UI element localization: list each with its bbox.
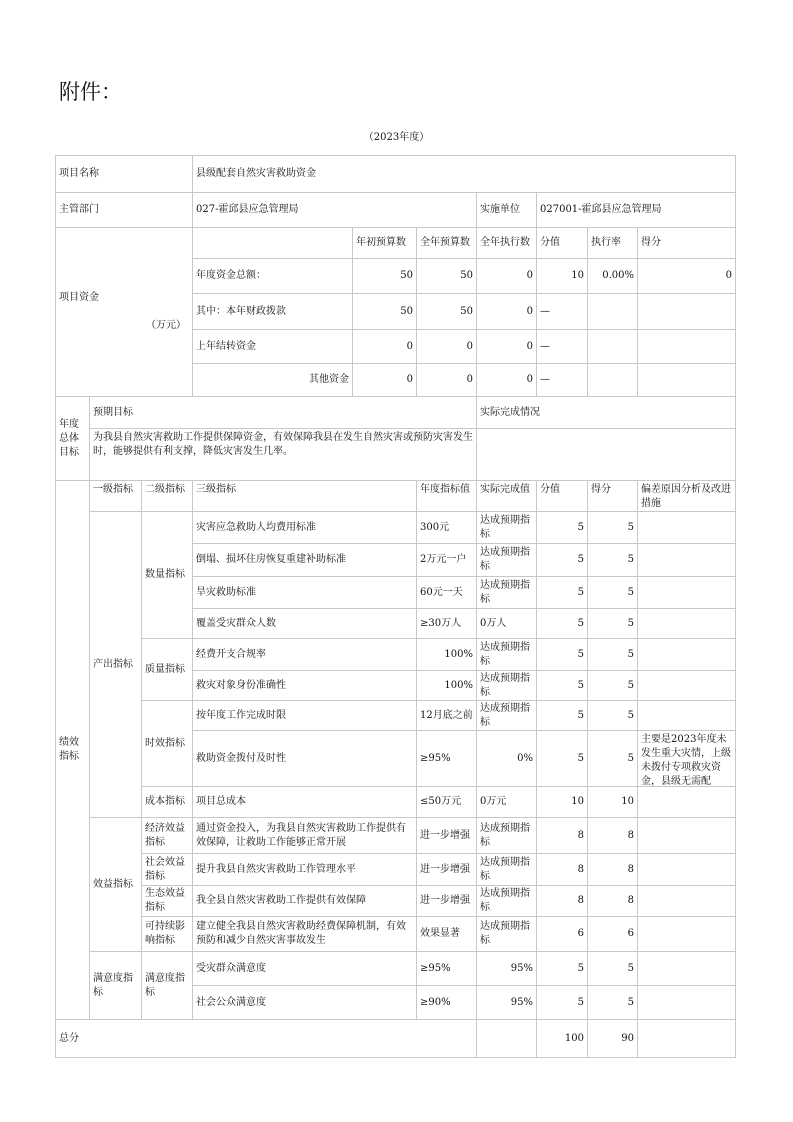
perf-score: 10 <box>587 786 638 818</box>
perf-indicator: 社会公众满意度 <box>192 985 417 1020</box>
perf-target: ≥95% <box>416 951 477 986</box>
perf-note <box>637 638 736 671</box>
perf-actual: 0% <box>476 730 537 787</box>
total-label: 总分 <box>55 1019 477 1058</box>
funds-cell: 10 <box>536 258 588 294</box>
perf-score: 6 <box>587 916 638 952</box>
funds-cell: 0 <box>352 329 417 364</box>
perf-actual: 达成预期指标 <box>476 638 537 671</box>
perf-target: 60元一天 <box>416 576 477 609</box>
perf-score: 5 <box>587 543 638 577</box>
total-note <box>637 1019 736 1058</box>
funds-cell <box>587 329 638 364</box>
funds-row-label: 其中：本年财政拨款 <box>192 293 353 330</box>
perf-indicator: 救灾对象身份准确性 <box>192 670 417 701</box>
perf-actual: 达成预期指标 <box>476 576 537 609</box>
goal-planned-label: 预期目标 <box>89 396 477 429</box>
funds-row-label: 其他资金 <box>192 363 353 397</box>
perf-actual: 达成预期指标 <box>476 853 537 886</box>
funds-label-text: 项目资金 <box>59 292 99 303</box>
funds-cell: 0 <box>476 363 537 397</box>
funds-cell: 0 <box>352 363 417 397</box>
perf-score: 5 <box>587 985 638 1020</box>
perf-actual: 达成预期指标 <box>476 670 537 701</box>
goal-planned-text: 为我县自然灾害救助工作提供保障资金，有效保障我县在发生自然灾害或预防灾害发生时，能够提供有利支撑，降低灾害发生几率。 <box>89 428 477 481</box>
funds-unit: （万元） <box>146 320 186 331</box>
perf-target: 100% <box>416 670 477 701</box>
perf-note <box>637 511 736 544</box>
perf-indicator: 灾害应急救助人均费用标准 <box>192 511 417 544</box>
perf-score-max: 5 <box>536 700 588 731</box>
funds-cell: 0 <box>416 329 477 364</box>
perf-score-max: 5 <box>536 670 588 701</box>
perf-score-max: 8 <box>536 817 588 854</box>
funds-header-0: 年初预算数 <box>352 227 417 259</box>
funds-cell <box>637 329 736 364</box>
funds-cell: 0 <box>476 329 537 364</box>
funds-cell: 0 <box>637 258 736 294</box>
perf-score-max: 8 <box>536 885 588 917</box>
perf-level2: 数量指标 <box>141 511 193 639</box>
perf-level2: 质量指标 <box>141 638 193 701</box>
perf-note <box>637 670 736 701</box>
funds-cell <box>637 293 736 330</box>
perf-note: 主要是2023年度未发生重大灾情，上级未拨付专项救灾资金，县级无需配 <box>637 730 736 787</box>
perf-indicator: 提升我县自然灾害救助工作管理水平 <box>192 853 417 886</box>
perf-score: 5 <box>587 700 638 731</box>
perf-indicator: 按年度工作完成时限 <box>192 700 417 731</box>
perf-actual: 达成预期指标 <box>476 817 537 854</box>
perf-score-max: 5 <box>536 730 588 787</box>
funds-cell: 50 <box>416 293 477 330</box>
total-score: 90 <box>587 1019 638 1058</box>
perf-header-2: 三级指标 <box>192 480 417 512</box>
perf-level1: 效益指标 <box>89 817 142 952</box>
perf-target: 300元 <box>416 511 477 544</box>
perf-note <box>637 786 736 818</box>
funds-header-2: 全年执行数 <box>476 227 537 259</box>
perf-score: 5 <box>587 670 638 701</box>
perf-note <box>637 885 736 917</box>
perf-indicator: 建立健全我县自然灾害救助经费保障机制，有效预防和减少自然灾害事故发生 <box>192 916 417 952</box>
perf-score: 5 <box>587 951 638 986</box>
perf-header-0: 一级指标 <box>89 480 142 512</box>
perf-level2: 经济效益指标 <box>141 817 193 854</box>
perf-level2: 满意度指标 <box>141 951 193 1020</box>
funds-cell: 50 <box>352 258 417 294</box>
funds-cell: 50 <box>352 293 417 330</box>
perf-score-max: 5 <box>536 951 588 986</box>
funds-cell: — <box>536 363 588 397</box>
dept-value: 027-霍邱县应急管理局 <box>192 192 477 228</box>
perf-score: 5 <box>587 511 638 544</box>
perf-indicator: 旱灾救助标准 <box>192 576 417 609</box>
perf-target: 2万元一户 <box>416 543 477 577</box>
funds-row-label: 上年结转资金 <box>192 329 353 364</box>
perf-score-max: 10 <box>536 786 588 818</box>
perf-header-4: 实际完成值 <box>476 480 537 512</box>
perf-target: 进一步增强 <box>416 817 477 854</box>
perf-header-5: 分值 <box>536 480 588 512</box>
perf-actual: 达成预期指标 <box>476 700 537 731</box>
funds-cell <box>587 363 638 397</box>
funds-row-label: 年度资金总额： <box>192 258 353 294</box>
perf-score: 8 <box>587 817 638 854</box>
perf-target: 进一步增强 <box>416 885 477 917</box>
perf-score-max: 5 <box>536 543 588 577</box>
funds-cell <box>587 293 638 330</box>
funds-cell: 0 <box>416 363 477 397</box>
perf-actual: 达成预期指标 <box>476 916 537 952</box>
perf-label: 绩效指标 <box>55 480 90 1020</box>
perf-note <box>637 951 736 986</box>
funds-header-3: 分值 <box>536 227 588 259</box>
perf-score: 8 <box>587 853 638 886</box>
perf-indicator: 倒塌、损坏住房恢复重建补助标准 <box>192 543 417 577</box>
perf-score-max: 5 <box>536 576 588 609</box>
perf-target: ≥90% <box>416 985 477 1020</box>
perf-note <box>637 700 736 731</box>
funds-header-4: 执行率 <box>587 227 638 259</box>
report-year: （2023年度） <box>363 132 430 143</box>
perf-actual: 达成预期指标 <box>476 511 537 544</box>
perf-score-max: 5 <box>536 985 588 1020</box>
funds-cell: 50 <box>416 258 477 294</box>
perf-actual: 95% <box>476 951 537 986</box>
goal-actual-text <box>476 428 736 481</box>
perf-actual: 达成预期指标 <box>476 543 537 577</box>
goal-label: 年度总体目标 <box>55 396 90 481</box>
perf-note <box>637 916 736 952</box>
funds-cell <box>637 363 736 397</box>
perf-note <box>637 543 736 577</box>
page-heading: 附件： <box>59 80 122 104</box>
perf-score-max: 5 <box>536 608 588 639</box>
perf-target: ≥30万人 <box>416 608 477 639</box>
perf-level1: 满意度指标 <box>89 951 142 1020</box>
perf-indicator: 我全县自然灾害救助工作提供有效保障 <box>192 885 417 917</box>
perf-score-max: 6 <box>536 916 588 952</box>
perf-target: 12月底之前 <box>416 700 477 731</box>
perf-header-3: 年度指标值 <box>416 480 477 512</box>
perf-note <box>637 576 736 609</box>
perf-level1: 产出指标 <box>89 511 142 818</box>
funds-cell: 0.00% <box>587 258 638 294</box>
perf-header-6: 得分 <box>587 480 638 512</box>
total-blank <box>476 1019 537 1058</box>
goal-actual-label: 实际完成情况 <box>476 396 736 429</box>
perf-target: 100% <box>416 638 477 671</box>
perf-note <box>637 985 736 1020</box>
perf-score: 5 <box>587 608 638 639</box>
unit-value: 027001-霍邱县应急管理局 <box>536 192 736 228</box>
perf-level2: 时效指标 <box>141 700 193 787</box>
project-name-value: 县级配套自然灾害救助资金 <box>192 155 736 193</box>
dept-label: 主管部门 <box>55 192 193 228</box>
perf-indicator: 项目总成本 <box>192 786 417 818</box>
project-name-label: 项目名称 <box>55 155 193 193</box>
funds-cell: 0 <box>476 258 537 294</box>
perf-score: 8 <box>587 885 638 917</box>
perf-level2: 生态效益指标 <box>141 885 193 917</box>
perf-indicator: 经费开支合规率 <box>192 638 417 671</box>
perf-level2: 可持续影响指标 <box>141 916 193 952</box>
perf-note <box>637 608 736 639</box>
funds-header-1: 全年预算数 <box>416 227 477 259</box>
perf-indicator: 救助资金拨付及时性 <box>192 730 417 787</box>
perf-target: ≤50万元 <box>416 786 477 818</box>
perf-score: 5 <box>587 638 638 671</box>
perf-indicator: 通过资金投入，为我县自然灾害救助工作提供有效保障，让救助工作能够正常开展 <box>192 817 417 854</box>
perf-score: 5 <box>587 730 638 787</box>
perf-header-7: 偏差原因分析及改进措施 <box>637 480 736 512</box>
total-score-max: 100 <box>536 1019 588 1058</box>
funds-cell: 0 <box>476 293 537 330</box>
perf-score: 5 <box>587 576 638 609</box>
funds-header-blank <box>192 227 353 259</box>
perf-target: ≥95% <box>416 730 477 787</box>
perf-target: 效果显著 <box>416 916 477 952</box>
perf-actual: 达成预期指标 <box>476 885 537 917</box>
perf-note <box>637 853 736 886</box>
perf-score-max: 5 <box>536 638 588 671</box>
perf-indicator: 受灾群众满意度 <box>192 951 417 986</box>
perf-header-1: 二级指标 <box>141 480 193 512</box>
perf-actual: 0万元 <box>476 786 537 818</box>
perf-level2: 社会效益指标 <box>141 853 193 886</box>
perf-target: 进一步增强 <box>416 853 477 886</box>
perf-note <box>637 817 736 854</box>
perf-actual: 0万人 <box>476 608 537 639</box>
perf-indicator: 覆盖受灾群众人数 <box>192 608 417 639</box>
perf-actual: 95% <box>476 985 537 1020</box>
funds-cell: — <box>536 329 588 364</box>
perf-level2: 成本指标 <box>141 786 193 818</box>
funds-header-5: 得分 <box>637 227 736 259</box>
perf-score-max: 5 <box>536 511 588 544</box>
funds-label <box>55 227 193 397</box>
funds-cell: — <box>536 293 588 330</box>
unit-label: 实施单位 <box>476 192 537 228</box>
perf-score-max: 8 <box>536 853 588 886</box>
